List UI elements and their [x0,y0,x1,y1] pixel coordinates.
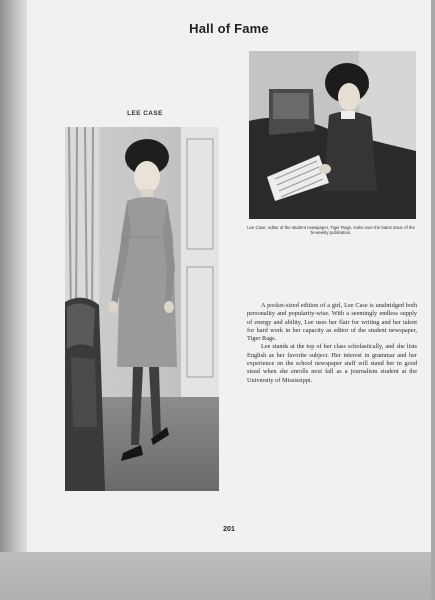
page-number: 201 [223,526,235,533]
photo-caption: Lee Case, editor of the student newspaper, Tiger Rags, looks over the latest issue of the bi-weekly publication. [247,225,415,236]
article-body [247,302,417,385]
scan-right-edge [431,0,435,600]
article-paragraph: A pocket-sized edition of a girl, Lee Case is unabridged both personality and popularity-wise. With a seemingly endless supply of energy and ability, Lee uses her flair for writing and her talent for hard work in her capacity as editor of the student newspaper, Tiger Rags. [247,302,417,343]
portrait-name-label: LEE CASE [127,110,163,117]
page-title: Hall of Fame [189,21,269,36]
newspaper-photo [249,51,416,219]
scan-bottom-edge [0,552,435,600]
article-paragraph: Lee stands at the top of her class scholastically, and she lists English as her favorite subject. Her interest in grammar and her experience on the school newspaper staff will stand her in good stead when she enrolls next fall as a journalism student at the University of Mississippi. [247,343,417,384]
page-binding-shadow [0,0,30,600]
portrait-photo [65,127,219,491]
